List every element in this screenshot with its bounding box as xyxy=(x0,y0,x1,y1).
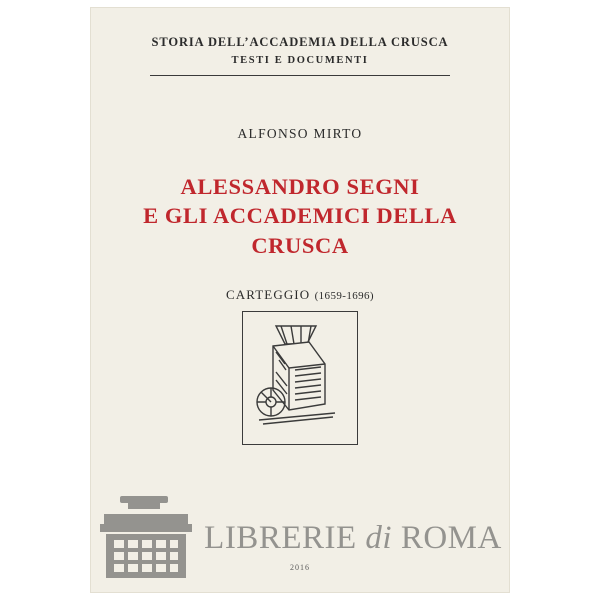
book-title xyxy=(110,172,490,261)
author-name: ALFONSO MIRTO xyxy=(237,125,363,141)
series-block xyxy=(91,33,509,76)
book-subtitle xyxy=(226,287,374,303)
series-title-line2: TESTI E DOCUMENTI xyxy=(231,54,369,66)
book-title-line1: ALESSANDRO SEGNI xyxy=(180,173,420,199)
series-title-line1: STORIA DELL’ACCADEMIA DELLA CRUSCA xyxy=(151,35,449,49)
book-cover xyxy=(91,8,509,592)
book-cover-content xyxy=(91,8,509,592)
watermark-word-librerie: LIBRERIE xyxy=(204,519,357,556)
watermark-word-roma: ROMA xyxy=(400,519,502,556)
watermark-word-di: di xyxy=(365,519,393,556)
book-subtitle-years: (1659-1696) xyxy=(314,289,374,302)
book-title-line2: E GLI ACCADEMICI DELLA CRUSCA xyxy=(143,203,457,259)
printers-device-emblem xyxy=(242,311,358,445)
divider-rule xyxy=(150,75,450,76)
book-subtitle-label: CARTEGGIO xyxy=(226,286,311,302)
publication-year: 2016 xyxy=(290,563,310,572)
